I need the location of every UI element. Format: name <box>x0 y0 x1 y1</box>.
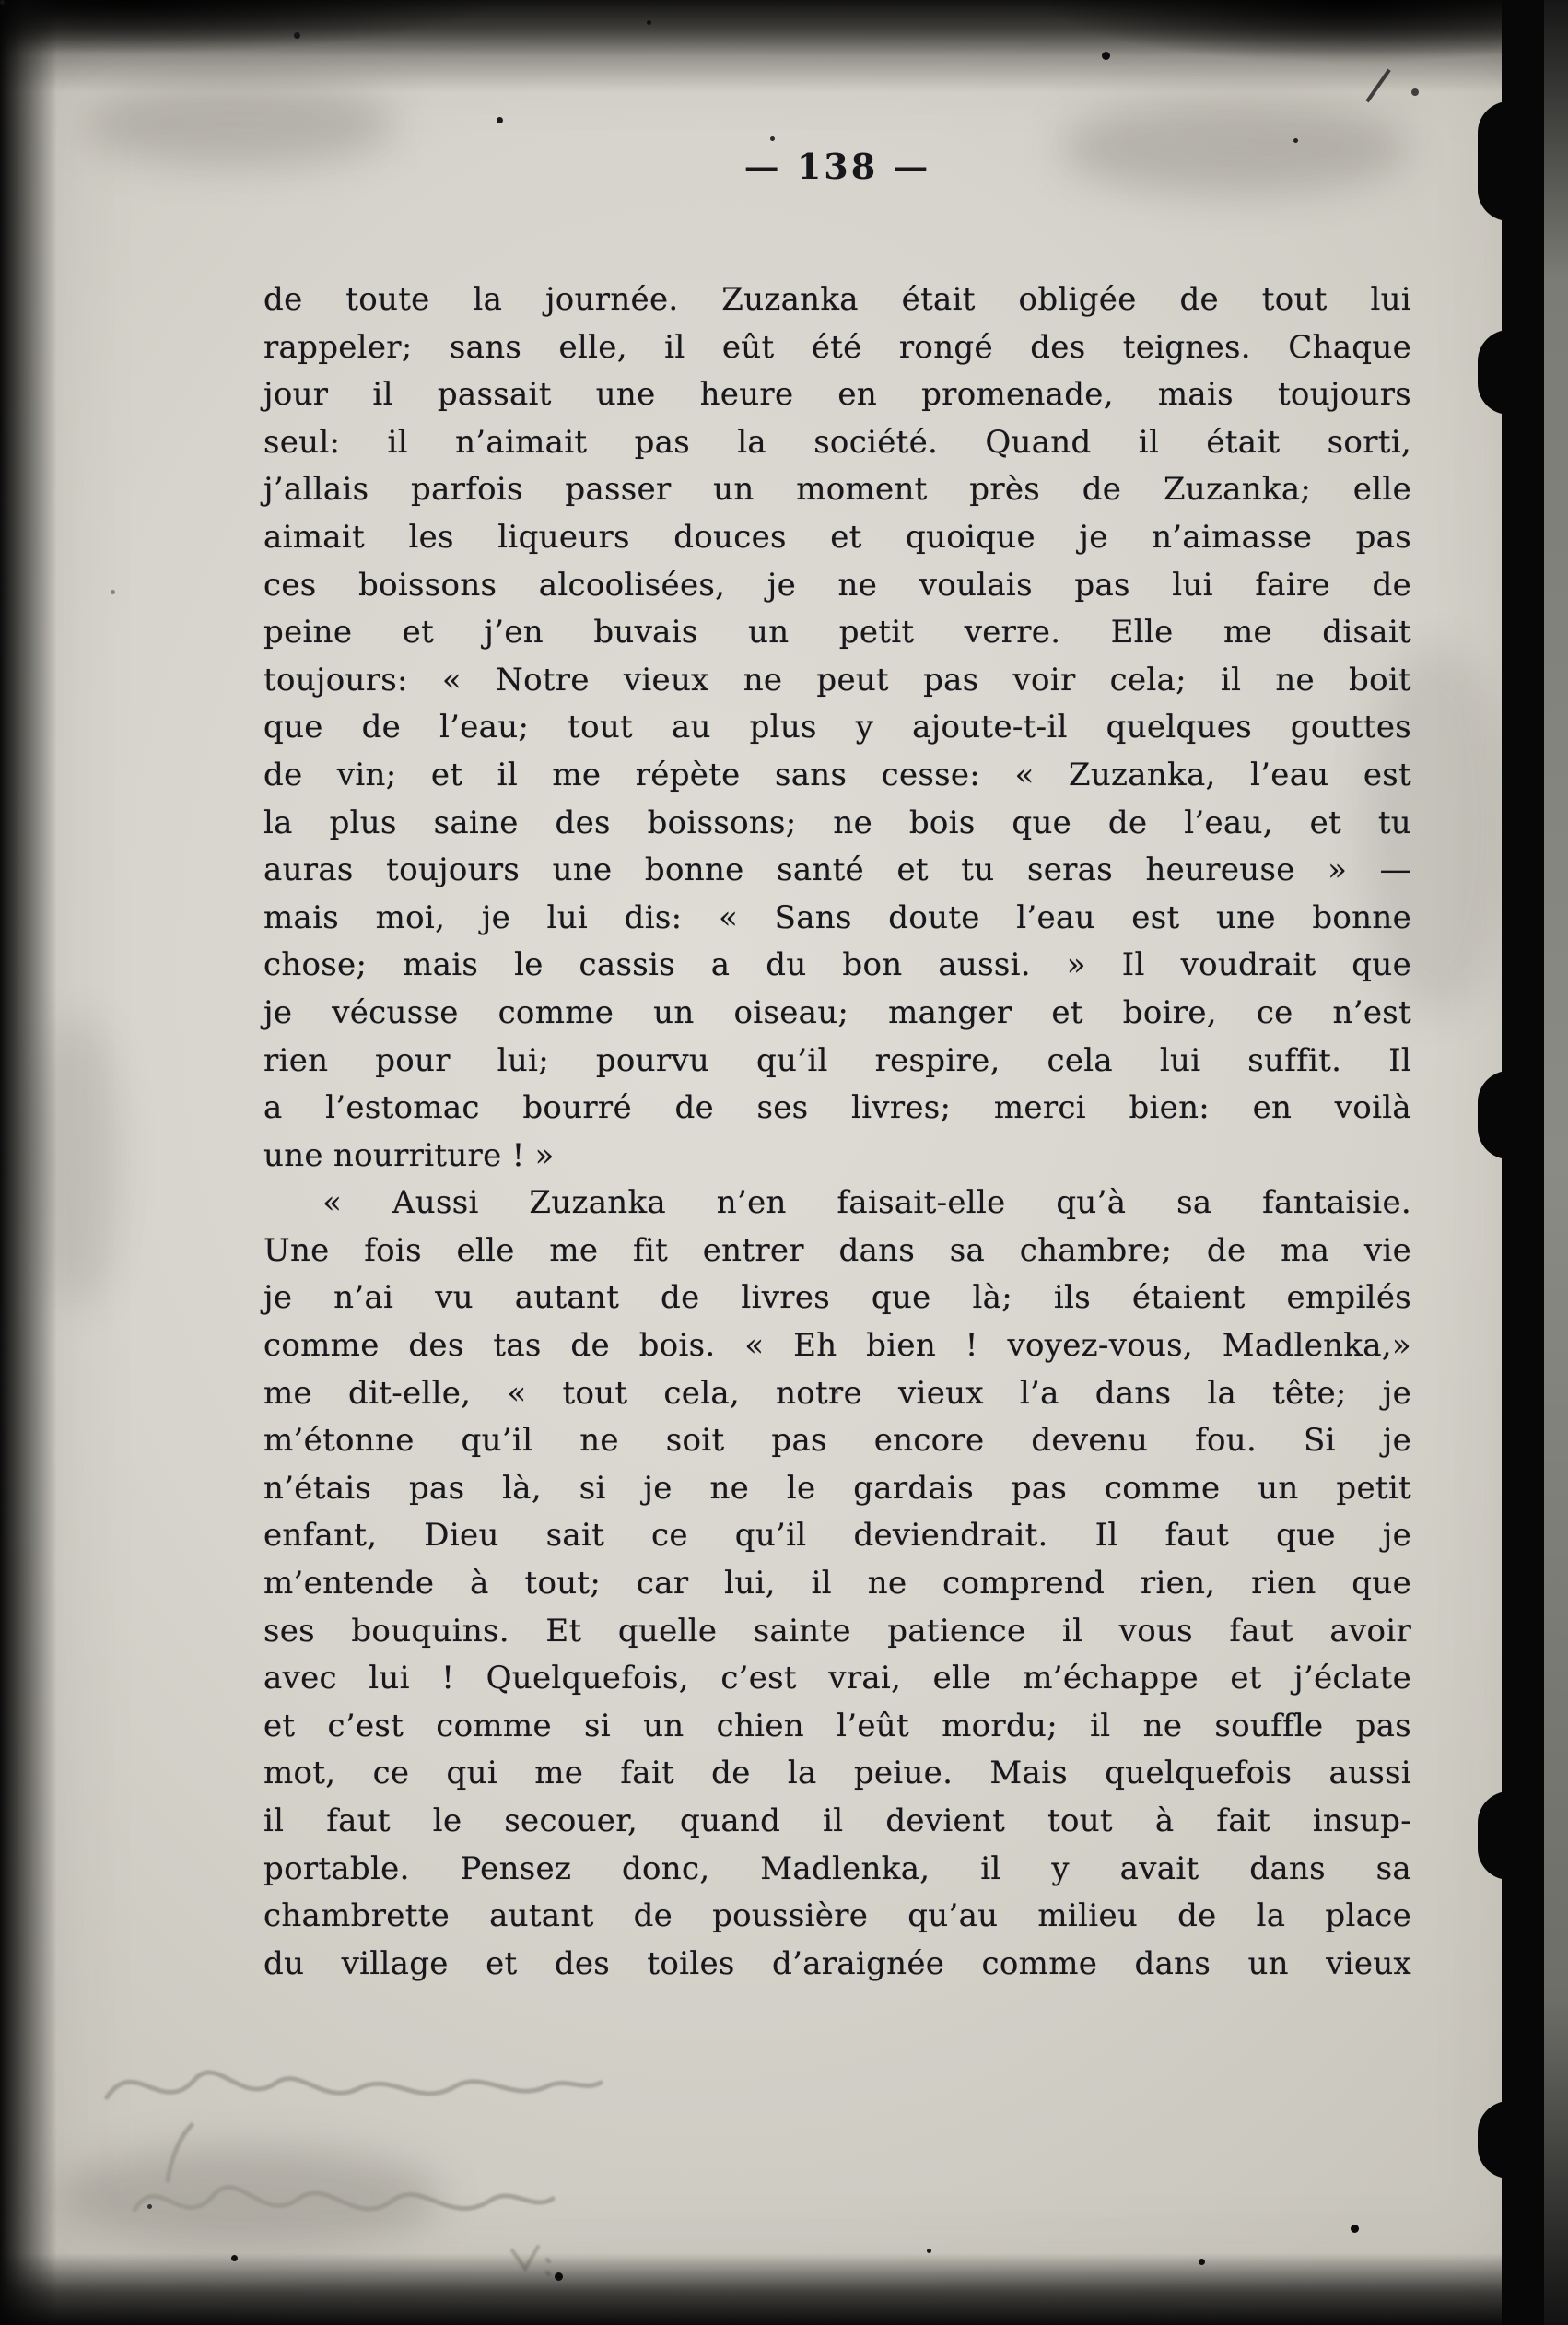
text-line: ses bouquins. Et quelle sainte patience il vous faut avoir <box>263 1612 1411 1650</box>
text-block <box>263 276 1411 1988</box>
text-line: chambrette autant de poussière qu’au milieu de la place <box>263 1897 1411 1935</box>
text-line: portable. Pensez donc, Madlenka, il y avait dans sa <box>263 1849 1411 1887</box>
text-line: toujours: « Notre vieux ne peut pas voir cela; il ne boit <box>263 661 1411 699</box>
text-line: mot, ce qui me fait de la peiue. Mais quelquefois aussi <box>263 1755 1411 1792</box>
text-line: Une fois elle me fit entrer dans sa chambre; de ma vie <box>263 1231 1411 1269</box>
text-line: aimait les liqueurs douces et quoique je n’aimasse pas <box>263 518 1411 556</box>
text-line: une nourriture ! » <box>263 1136 555 1174</box>
text-line: chose; mais le cassis a du bon aussi. » Il voudrait que <box>263 946 1411 984</box>
text-line: la plus saine des boissons; ne bois que de l’eau, et tu <box>263 804 1411 841</box>
spine-bulge <box>1478 101 1509 221</box>
pencil-marks <box>79 2018 779 2295</box>
page-edge-right <box>1540 0 1568 2325</box>
text-line: de vin; et il me répète sans cesse: « Zuzanka, l’eau est <box>263 756 1411 793</box>
text-line: rien pour lui; pourvu qu’il respire, cela lui suffit. Il <box>263 1041 1411 1079</box>
text-line: je vécusse comme un oiseau; manger et boire, ce n’est <box>263 993 1411 1031</box>
page-number: — 138 — <box>743 146 931 187</box>
scan-speck <box>1411 88 1419 96</box>
text-line: n’étais pas là, si je ne le gardais pas comme un petit <box>263 1469 1411 1507</box>
text-line: m’étonne qu’il ne soit pas encore devenu fou. Si je <box>263 1422 1411 1460</box>
text-line: comme des tas de bois. « Eh bien ! voyez-vous, Madlenka,» <box>263 1327 1411 1365</box>
text-line: rappeler; sans elle, il eût été rongé des teignes. Chaque <box>263 328 1411 366</box>
text-line: que de l’eau; tout au plus y ajoute-t-il quelques gouttes <box>263 709 1411 746</box>
scan-specks <box>0 0 5 5</box>
text-line: m’entende à tout; car lui, il ne comprend rien, rien que <box>263 1565 1411 1603</box>
text-line: avec lui ! Quelquefois, c’est vrai, elle m’échappe et j’éclate <box>263 1660 1411 1697</box>
text-line: seul: il n’aimait pas la société. Quand il était sorti, <box>263 423 1411 461</box>
text-line: j’allais parfois passer un moment près de Zuzanka; elle <box>263 471 1411 509</box>
text-line: et c’est comme si un chien l’eût mordu; il ne souffle pas <box>263 1707 1411 1744</box>
text-line: me dit-elle, « tout cela, notre vieux l’a dans la tête; je <box>263 1374 1411 1412</box>
text-line: a l’estomac bourré de ses livres; merci bien: en voilà <box>263 1089 1411 1127</box>
text-line: « Aussi Zuzanka n’en faisait-elle qu’à sa fantaisie. <box>322 1184 1411 1222</box>
scan-stain <box>37 1014 120 1309</box>
text-line: de toute la journée. Zuzanka était obligée de tout lui <box>263 281 1411 318</box>
text-line: il faut le secouer, quand il devient tout à fait insup- <box>263 1802 1411 1839</box>
text-line: auras toujours une bonne santé et tu seras heureuse » — <box>263 851 1411 889</box>
text-line: ces boissons alcoolisées, je ne voulais pas lui faire de <box>263 566 1411 604</box>
text-line: du village et des toiles d’araignée comme dans un vieux <box>263 1944 1411 1982</box>
text-line: mais moi, je lui dis: « Sans doute l’eau est une bonne <box>263 898 1411 936</box>
text-line: jour il passait une heure en promenade, mais toujours <box>263 376 1411 414</box>
text-line: enfant, Dieu sait ce qu’il deviendrait. Il faut que je <box>263 1517 1411 1555</box>
text-line: je n’ai vu autant de livres que là; ils étaient empilés <box>263 1279 1411 1317</box>
text-line: peine et j’en buvais un petit verre. Elle me disait <box>263 614 1411 652</box>
